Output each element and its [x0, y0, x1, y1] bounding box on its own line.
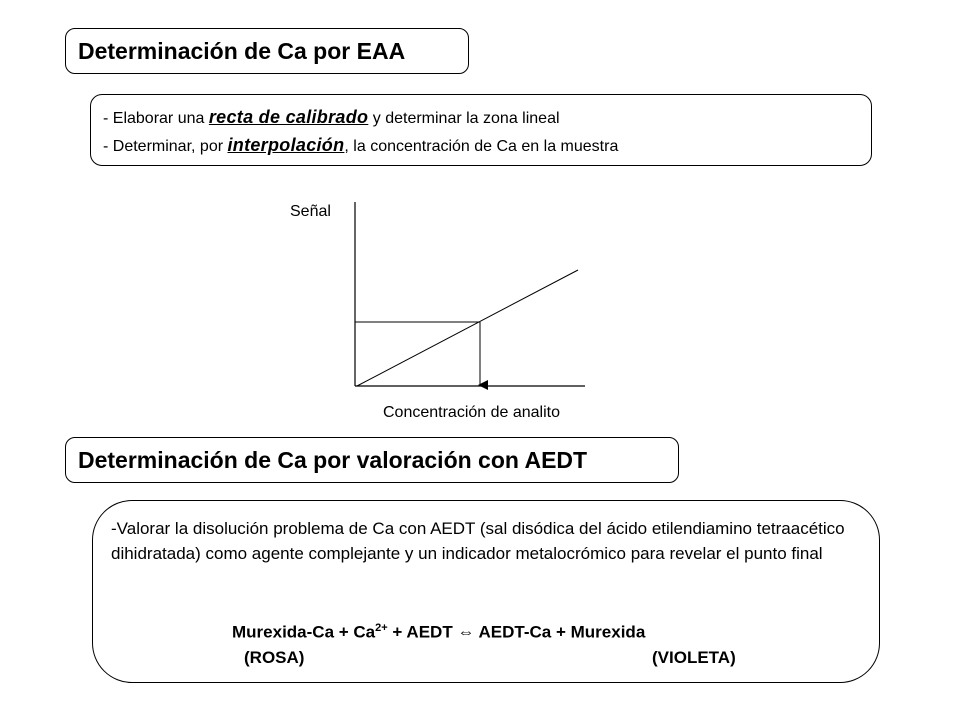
valoracion-description: -Valorar la disolución problema de Ca con AEDT (sal disódica del ácido etilendiamino tetraacético dihidratada) como agente complejante y un indicador metalocrómico para revelar el punto final: [111, 519, 845, 563]
x-axis-label: Concentración de analito: [383, 404, 561, 421]
y-axis-label: Señal: [290, 203, 331, 220]
reaction-reagent: + AEDT: [387, 622, 458, 642]
section-title-valoracion-text: Determinación de Ca por valoración con AEDT: [78, 446, 588, 473]
instruction-calibration-prefix: - Elaborar una: [103, 110, 209, 127]
color-label-violeta: (VIOLETA): [652, 648, 736, 667]
instruction-interpolation-prefix: - Determinar, por: [103, 138, 228, 155]
reaction-charge: 2+: [375, 622, 388, 634]
reaction-reactant: Murexida-Ca + Ca: [232, 622, 376, 642]
reaction-products: AEDT-Ca + Murexida: [474, 622, 646, 642]
instruction-interpolation-emphasis: interpolación: [227, 135, 345, 155]
instruction-calibration-emphasis: recta de calibrado: [208, 107, 369, 127]
instruction-calibration-suffix: y determinar la zona lineal: [368, 110, 560, 127]
equilibrium-arrow-icon: ⇔: [457, 622, 475, 642]
instruction-interpolation-suffix: , la concentración de Ca en la muestra: [344, 138, 619, 155]
valoracion-box: [92, 500, 880, 683]
reaction-equation: [232, 622, 645, 643]
color-label-rosa: (ROSA): [244, 648, 305, 667]
section-title-eaa-text: Determinación de Ca por EAA: [78, 37, 406, 64]
section-title-valoracion: [65, 437, 679, 483]
calibration-line: [357, 270, 578, 386]
